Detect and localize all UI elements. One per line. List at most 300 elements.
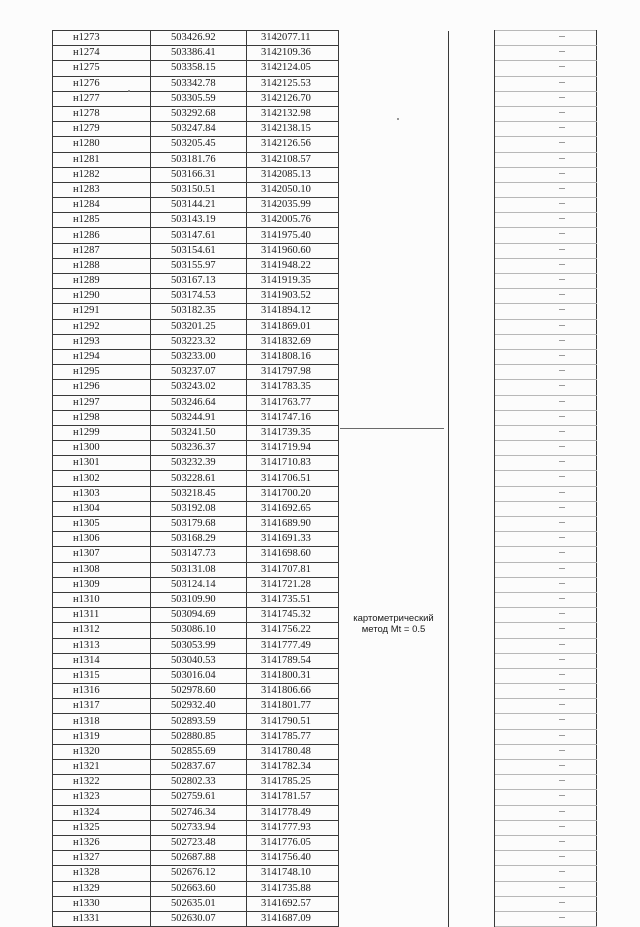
point-id-cell: н1282	[53, 167, 151, 182]
x-coordinate-cell: 503201.25	[151, 319, 247, 334]
empty-cell	[495, 623, 597, 638]
dash-mark	[559, 142, 565, 143]
point-id-cell: н1320	[53, 744, 151, 759]
empty-cell	[495, 699, 597, 714]
dash-mark	[559, 355, 565, 356]
dash-mark	[559, 127, 565, 128]
table-row	[53, 805, 597, 820]
dash-mark	[559, 613, 565, 614]
empty-cell	[495, 486, 597, 501]
dash-mark	[559, 659, 565, 660]
table-row	[53, 198, 597, 213]
x-coordinate-cell: 502630.07	[151, 911, 247, 926]
point-id-cell: н1324	[53, 805, 151, 820]
table-row	[53, 441, 597, 456]
dash-mark	[559, 598, 565, 599]
dash-mark	[559, 325, 565, 326]
y-coordinate-cell: 3142124.05	[247, 61, 339, 76]
point-id-cell: н1323	[53, 790, 151, 805]
point-id-cell: н1305	[53, 517, 151, 532]
scan-speck	[128, 90, 130, 92]
empty-cell	[495, 653, 597, 668]
x-coordinate-cell: 503174.53	[151, 289, 247, 304]
dash-mark	[559, 492, 565, 493]
empty-cell	[495, 456, 597, 471]
x-coordinate-cell: 503232.39	[151, 456, 247, 471]
empty-cell	[495, 441, 597, 456]
point-id-cell: н1273	[53, 31, 151, 46]
empty-cell	[495, 182, 597, 197]
point-id-cell: н1290	[53, 289, 151, 304]
dash-mark	[559, 765, 565, 766]
dash-mark	[559, 841, 565, 842]
point-id-cell: н1288	[53, 258, 151, 273]
y-coordinate-cell: 3141789.54	[247, 653, 339, 668]
y-coordinate-cell: 3141691.33	[247, 532, 339, 547]
point-id-cell: н1299	[53, 425, 151, 440]
x-coordinate-cell: 503237.07	[151, 365, 247, 380]
table-row	[53, 31, 597, 46]
point-id-cell: н1308	[53, 562, 151, 577]
empty-cell	[495, 365, 597, 380]
x-coordinate-cell: 503166.31	[151, 167, 247, 182]
empty-cell	[495, 805, 597, 820]
point-id-cell: н1278	[53, 106, 151, 121]
x-coordinate-cell: 503236.37	[151, 441, 247, 456]
empty-cell	[495, 31, 597, 46]
y-coordinate-cell: 3141706.51	[247, 471, 339, 486]
x-coordinate-cell: 502893.59	[151, 714, 247, 729]
point-id-cell: н1292	[53, 319, 151, 334]
table-row	[53, 258, 597, 273]
point-id-cell: н1318	[53, 714, 151, 729]
table-row	[53, 714, 597, 729]
empty-cell	[495, 425, 597, 440]
dash-mark	[559, 188, 565, 189]
x-coordinate-cell: 503150.51	[151, 182, 247, 197]
dash-mark	[559, 644, 565, 645]
x-coordinate-cell: 503147.61	[151, 228, 247, 243]
x-coordinate-cell: 503305.59	[151, 91, 247, 106]
dash-mark	[559, 97, 565, 98]
empty-cell	[495, 684, 597, 699]
x-coordinate-cell: 502978.60	[151, 684, 247, 699]
x-coordinate-cell: 503086.10	[151, 623, 247, 638]
table-row	[53, 76, 597, 91]
point-id-cell: н1286	[53, 228, 151, 243]
x-coordinate-cell: 503053.99	[151, 638, 247, 653]
table-row	[53, 152, 597, 167]
y-coordinate-cell: 3141707.81	[247, 562, 339, 577]
y-coordinate-cell: 3141903.52	[247, 289, 339, 304]
empty-cell	[495, 152, 597, 167]
y-coordinate-cell: 3141894.12	[247, 304, 339, 319]
empty-cell	[495, 851, 597, 866]
y-coordinate-cell: 3141781.57	[247, 790, 339, 805]
empty-cell	[495, 46, 597, 61]
point-id-cell: н1285	[53, 213, 151, 228]
y-coordinate-cell: 3142077.11	[247, 31, 339, 46]
y-coordinate-cell: 3142126.70	[247, 91, 339, 106]
y-coordinate-cell: 3142005.76	[247, 213, 339, 228]
point-id-cell: н1276	[53, 76, 151, 91]
y-coordinate-cell: 3141975.40	[247, 228, 339, 243]
table-row	[53, 653, 597, 668]
empty-cell	[495, 881, 597, 896]
empty-cell	[495, 274, 597, 289]
table-row	[53, 532, 597, 547]
empty-cell	[495, 729, 597, 744]
point-id-cell: н1302	[53, 471, 151, 486]
empty-cell	[495, 243, 597, 258]
table-row	[53, 577, 597, 592]
table-row	[53, 365, 597, 380]
coordinates-table	[52, 30, 597, 927]
dash-mark	[559, 385, 565, 386]
x-coordinate-cell: 503167.13	[151, 274, 247, 289]
y-coordinate-cell: 3142126.56	[247, 137, 339, 152]
empty-cell	[495, 911, 597, 926]
x-coordinate-cell: 503192.08	[151, 501, 247, 516]
table-row	[53, 425, 597, 440]
empty-cell	[495, 775, 597, 790]
table-row	[53, 744, 597, 759]
x-coordinate-cell: 503109.90	[151, 592, 247, 607]
table-row	[53, 182, 597, 197]
dash-mark	[559, 826, 565, 827]
empty-cell	[495, 380, 597, 395]
y-coordinate-cell: 3141748.10	[247, 866, 339, 881]
dash-mark	[559, 719, 565, 720]
x-coordinate-cell: 502837.67	[151, 760, 247, 775]
dash-mark	[559, 416, 565, 417]
y-coordinate-cell: 3141698.60	[247, 547, 339, 562]
table-row	[53, 228, 597, 243]
y-coordinate-cell: 3141777.93	[247, 820, 339, 835]
table-row	[53, 213, 597, 228]
table-row	[53, 122, 597, 137]
table-row	[53, 456, 597, 471]
y-coordinate-cell: 3141919.35	[247, 274, 339, 289]
empty-cell	[495, 608, 597, 623]
empty-cell	[495, 714, 597, 729]
dash-mark	[559, 249, 565, 250]
y-coordinate-cell: 3141756.40	[247, 851, 339, 866]
empty-cell	[495, 547, 597, 562]
empty-cell	[495, 592, 597, 607]
y-coordinate-cell: 3141948.22	[247, 258, 339, 273]
empty-cell	[495, 638, 597, 653]
point-id-cell: н1279	[53, 122, 151, 137]
point-id-cell: н1283	[53, 182, 151, 197]
x-coordinate-cell: 502663.60	[151, 881, 247, 896]
dash-mark	[559, 552, 565, 553]
y-coordinate-cell: 3141778.49	[247, 805, 339, 820]
y-coordinate-cell: 3141797.98	[247, 365, 339, 380]
table-row	[53, 501, 597, 516]
empty-cell	[495, 471, 597, 486]
point-id-cell: н1284	[53, 198, 151, 213]
x-coordinate-cell: 503154.61	[151, 243, 247, 258]
table-row	[53, 410, 597, 425]
empty-cell	[495, 106, 597, 121]
point-id-cell: н1274	[53, 46, 151, 61]
empty-cell	[495, 517, 597, 532]
point-id-cell: н1303	[53, 486, 151, 501]
empty-cell	[495, 289, 597, 304]
x-coordinate-cell: 502855.69	[151, 744, 247, 759]
table-row	[53, 638, 597, 653]
table-row	[53, 820, 597, 835]
x-coordinate-cell: 503244.91	[151, 410, 247, 425]
empty-cell	[495, 668, 597, 683]
dash-mark	[559, 446, 565, 447]
dash-mark	[559, 795, 565, 796]
scan-speck	[397, 118, 399, 120]
dash-mark	[559, 309, 565, 310]
coordinates-table-body	[53, 31, 597, 927]
empty-cell	[495, 835, 597, 850]
x-coordinate-cell: 503094.69	[151, 608, 247, 623]
point-id-cell: н1310	[53, 592, 151, 607]
y-coordinate-cell: 3142125.53	[247, 76, 339, 91]
table-row	[53, 699, 597, 714]
table-row	[53, 46, 597, 61]
y-coordinate-cell: 3141735.51	[247, 592, 339, 607]
empty-cell	[495, 562, 597, 577]
x-coordinate-cell: 502759.61	[151, 790, 247, 805]
y-coordinate-cell: 3142109.36	[247, 46, 339, 61]
empty-cell	[495, 395, 597, 410]
table-row	[53, 608, 597, 623]
x-coordinate-cell: 503131.08	[151, 562, 247, 577]
point-id-cell: н1329	[53, 881, 151, 896]
dash-mark	[559, 887, 565, 888]
x-coordinate-cell: 503144.21	[151, 198, 247, 213]
point-id-cell: н1313	[53, 638, 151, 653]
x-coordinate-cell: 503246.64	[151, 395, 247, 410]
table-row	[53, 486, 597, 501]
y-coordinate-cell: 3141735.88	[247, 881, 339, 896]
point-id-cell: н1317	[53, 699, 151, 714]
x-coordinate-cell: 503179.68	[151, 517, 247, 532]
empty-cell	[495, 349, 597, 364]
x-coordinate-cell: 503426.92	[151, 31, 247, 46]
table-row	[53, 274, 597, 289]
x-coordinate-cell: 502687.88	[151, 851, 247, 866]
table-row	[53, 304, 597, 319]
empty-cell	[495, 91, 597, 106]
empty-cell	[495, 577, 597, 592]
table-row	[53, 289, 597, 304]
point-id-cell: н1301	[53, 456, 151, 471]
x-coordinate-cell: 502676.12	[151, 866, 247, 881]
point-id-cell: н1311	[53, 608, 151, 623]
y-coordinate-cell: 3142035.99	[247, 198, 339, 213]
y-coordinate-cell: 3141745.32	[247, 608, 339, 623]
table-row	[53, 881, 597, 896]
y-coordinate-cell: 3141692.65	[247, 501, 339, 516]
x-coordinate-cell: 503228.61	[151, 471, 247, 486]
dash-mark	[559, 522, 565, 523]
y-coordinate-cell: 3141710.83	[247, 456, 339, 471]
dash-mark	[559, 871, 565, 872]
x-coordinate-cell: 502932.40	[151, 699, 247, 714]
dash-mark	[559, 51, 565, 52]
dash-mark	[559, 36, 565, 37]
x-coordinate-cell: 503205.45	[151, 137, 247, 152]
method-label-line2: метод Mt = 0.5	[361, 623, 426, 635]
empty-cell	[495, 760, 597, 775]
dash-mark	[559, 780, 565, 781]
y-coordinate-cell: 3141783.35	[247, 380, 339, 395]
y-coordinate-cell: 3141960.60	[247, 243, 339, 258]
table-row	[53, 167, 597, 182]
y-coordinate-cell: 3141800.31	[247, 668, 339, 683]
y-coordinate-cell: 3141801.77	[247, 699, 339, 714]
dash-mark	[559, 689, 565, 690]
dash-mark	[559, 218, 565, 219]
point-id-cell: н1314	[53, 653, 151, 668]
y-coordinate-cell: 3142085.13	[247, 167, 339, 182]
x-coordinate-cell: 503358.15	[151, 61, 247, 76]
dash-mark	[559, 401, 565, 402]
point-id-cell: н1294	[53, 349, 151, 364]
x-coordinate-cell: 503223.32	[151, 334, 247, 349]
y-coordinate-cell: 3142050.10	[247, 182, 339, 197]
dash-mark	[559, 233, 565, 234]
table-row	[53, 137, 597, 152]
dash-mark	[559, 112, 565, 113]
table-row	[53, 349, 597, 364]
y-coordinate-cell: 3141689.90	[247, 517, 339, 532]
table-row	[53, 547, 597, 562]
table-row	[53, 91, 597, 106]
y-coordinate-cell: 3141780.48	[247, 744, 339, 759]
x-coordinate-cell: 503181.76	[151, 152, 247, 167]
x-coordinate-cell: 502723.48	[151, 835, 247, 850]
table-row	[53, 623, 597, 638]
table-row	[53, 334, 597, 349]
point-id-cell: н1296	[53, 380, 151, 395]
table-row	[53, 471, 597, 486]
x-coordinate-cell: 503016.04	[151, 668, 247, 683]
x-coordinate-cell: 503233.00	[151, 349, 247, 364]
y-coordinate-cell: 3142138.15	[247, 122, 339, 137]
y-coordinate-cell: 3141687.09	[247, 911, 339, 926]
dash-mark	[559, 279, 565, 280]
point-id-cell: н1289	[53, 274, 151, 289]
x-coordinate-cell: 502733.94	[151, 820, 247, 835]
x-coordinate-cell: 503247.84	[151, 122, 247, 137]
point-id-cell: н1295	[53, 365, 151, 380]
dash-mark	[559, 902, 565, 903]
empty-cell	[495, 820, 597, 835]
table-row	[53, 380, 597, 395]
table-row	[53, 729, 597, 744]
point-id-cell: н1304	[53, 501, 151, 516]
empty-cell	[495, 304, 597, 319]
empty-cell	[495, 410, 597, 425]
x-coordinate-cell: 503243.02	[151, 380, 247, 395]
empty-cell	[495, 790, 597, 805]
x-coordinate-cell: 502802.33	[151, 775, 247, 790]
point-id-cell: н1312	[53, 623, 151, 638]
point-id-cell: н1319	[53, 729, 151, 744]
point-id-cell: н1287	[53, 243, 151, 258]
dash-mark	[559, 568, 565, 569]
y-coordinate-cell: 3141721.28	[247, 577, 339, 592]
table-row	[53, 395, 597, 410]
x-coordinate-cell: 502880.85	[151, 729, 247, 744]
empty-cell	[495, 866, 597, 881]
method-label-line1: картометрический	[353, 612, 434, 624]
dash-mark	[559, 917, 565, 918]
point-id-cell: н1300	[53, 441, 151, 456]
table-row	[53, 562, 597, 577]
y-coordinate-cell: 3141719.94	[247, 441, 339, 456]
point-id-cell: н1297	[53, 395, 151, 410]
dash-mark	[559, 82, 565, 83]
y-coordinate-cell: 3141777.49	[247, 638, 339, 653]
point-id-cell: н1306	[53, 532, 151, 547]
empty-cell	[495, 319, 597, 334]
y-coordinate-cell: 3141776.05	[247, 835, 339, 850]
x-coordinate-cell: 503182.35	[151, 304, 247, 319]
table-row	[53, 684, 597, 699]
empty-cell	[495, 228, 597, 243]
point-id-cell: н1328	[53, 866, 151, 881]
y-coordinate-cell: 3141763.77	[247, 395, 339, 410]
dash-mark	[559, 294, 565, 295]
y-coordinate-cell: 3142108.57	[247, 152, 339, 167]
empty-cell	[495, 213, 597, 228]
blank-cell	[449, 31, 495, 927]
dash-mark	[559, 158, 565, 159]
empty-cell	[495, 61, 597, 76]
table-row	[53, 790, 597, 805]
method-divider-line	[340, 428, 444, 429]
dash-mark	[559, 507, 565, 508]
table-row	[53, 517, 597, 532]
empty-cell	[495, 76, 597, 91]
empty-cell	[495, 744, 597, 759]
y-coordinate-cell: 3141785.25	[247, 775, 339, 790]
x-coordinate-cell: 503143.19	[151, 213, 247, 228]
point-id-cell: н1322	[53, 775, 151, 790]
x-coordinate-cell: 503147.73	[151, 547, 247, 562]
table-row	[53, 760, 597, 775]
dash-mark	[559, 461, 565, 462]
point-id-cell: н1326	[53, 835, 151, 850]
dash-mark	[559, 735, 565, 736]
method-cell	[339, 31, 449, 927]
table-row	[53, 243, 597, 258]
x-coordinate-cell: 503241.50	[151, 425, 247, 440]
dash-mark	[559, 856, 565, 857]
table-row	[53, 668, 597, 683]
point-id-cell: н1280	[53, 137, 151, 152]
point-id-cell: н1331	[53, 911, 151, 926]
dash-mark	[559, 476, 565, 477]
dash-mark	[559, 66, 565, 67]
empty-cell	[495, 532, 597, 547]
empty-cell	[495, 137, 597, 152]
table-row	[53, 851, 597, 866]
dash-mark	[559, 370, 565, 371]
x-coordinate-cell: 503124.14	[151, 577, 247, 592]
point-id-cell: н1315	[53, 668, 151, 683]
